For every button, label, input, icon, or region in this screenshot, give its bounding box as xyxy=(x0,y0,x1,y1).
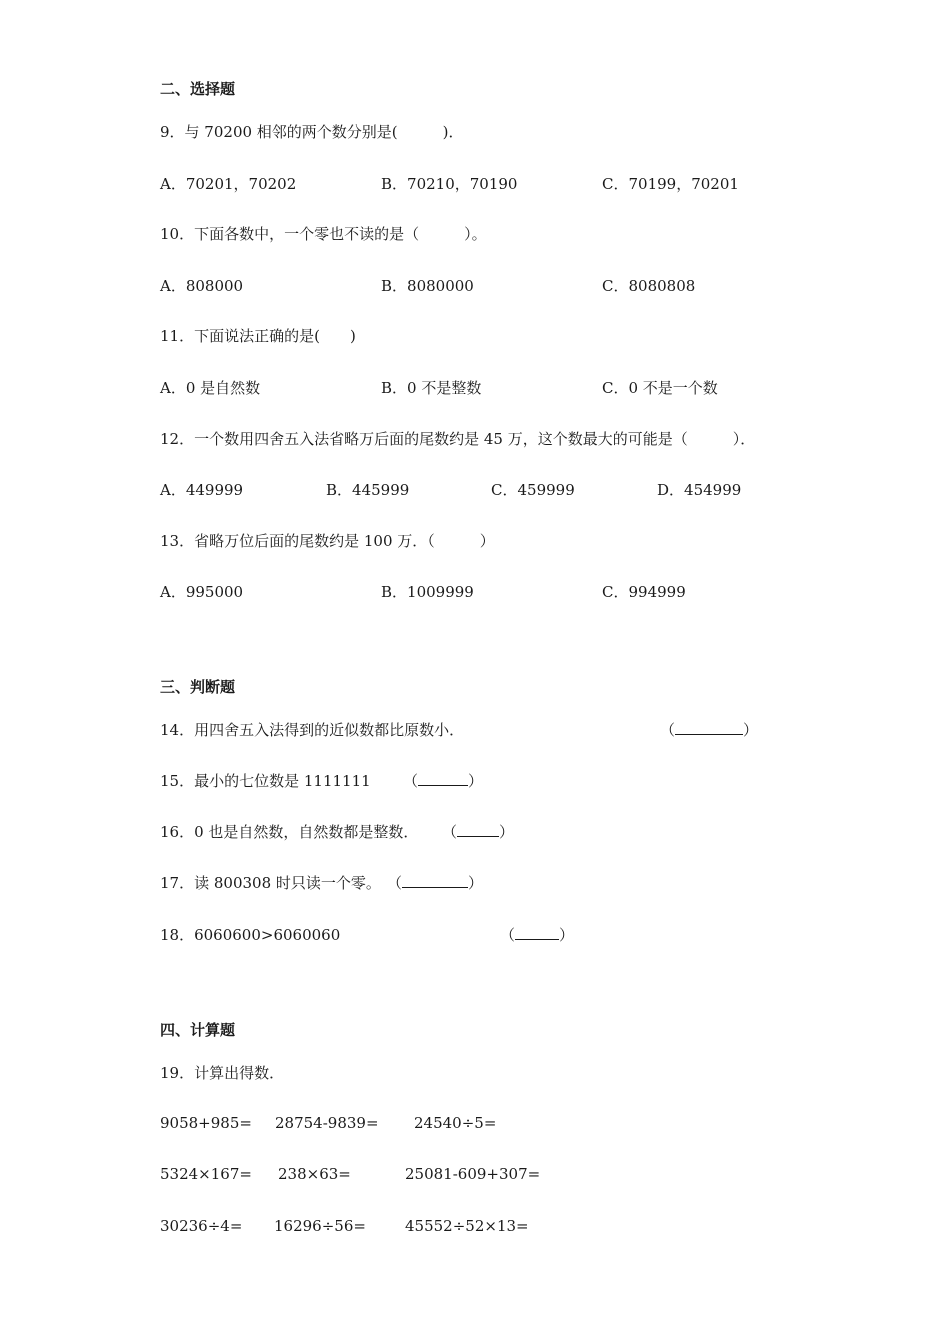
question-12-option-b: B．445999 xyxy=(326,481,410,499)
calc-item: 30236÷4= xyxy=(160,1217,243,1235)
calc-item: 25081-609+307= xyxy=(405,1165,541,1183)
question-13-option-c: C．994999 xyxy=(602,583,686,601)
answer-blank[interactable] xyxy=(515,925,559,940)
answer-blank[interactable] xyxy=(418,771,468,786)
question-18-stem: 18．6060600>6060060 xyxy=(160,926,341,944)
question-10-option-a: A．808000 xyxy=(160,277,244,295)
calc-item: 45552÷52×13= xyxy=(405,1217,529,1235)
question-9-option-a: A．70201，70202 xyxy=(160,175,297,193)
question-14-stem: 14．用四舍五入法得到的近似数都比原数小． xyxy=(160,721,465,739)
question-12-option-c: C．459999 xyxy=(491,481,575,499)
question-9-option-c: C．70199，70201 xyxy=(602,175,739,193)
question-11-option-b: B．0 不是整数 xyxy=(381,379,482,397)
question-11-option-a: A．0 是自然数 xyxy=(160,379,261,397)
question-10-option-c: C．8080808 xyxy=(602,277,696,295)
question-16-stem: 16．0 也是自然数，自然数都是整数． xyxy=(160,823,419,841)
section-heading-calc: 四、计算题 xyxy=(160,1021,236,1039)
calc-item: 238×63= xyxy=(278,1165,351,1183)
question-11-option-c: C．0 不是一个数 xyxy=(602,379,718,397)
question-13-stem: 13．省略万位后面的尾数约是 100 万．（ ） xyxy=(160,532,495,550)
question-12-stem: 12．一个数用四舍五入法省略万后面的尾数约是 45 万，这个数最大的可能是（ ）． xyxy=(160,430,756,448)
question-19-stem: 19．计算出得数． xyxy=(160,1064,285,1082)
question-17-answer: （ ） xyxy=(387,874,484,892)
question-10-stem: 10．下面各数中，一个零也不读的是（ ）。 xyxy=(160,225,487,243)
question-18-answer: （ ） xyxy=(500,926,575,944)
question-16-answer: （ ） xyxy=(442,823,515,841)
question-9-stem: 9．与 70200 相邻的两个数分别是( )． xyxy=(160,123,464,141)
question-15-answer: （ ） xyxy=(403,772,484,790)
question-17-stem: 17．读 800308 时只读一个零。 xyxy=(160,874,381,892)
question-12-option-d: D．454999 xyxy=(657,481,742,499)
question-14-answer: （ ） xyxy=(660,721,759,739)
question-9-option-b: B．70210，70190 xyxy=(381,175,518,193)
question-15-stem: 15．最小的七位数是 1111111 xyxy=(160,772,371,790)
answer-blank[interactable] xyxy=(457,822,499,837)
question-13-option-b: B．1009999 xyxy=(381,583,474,601)
answer-blank[interactable] xyxy=(402,873,468,888)
question-13-option-a: A．995000 xyxy=(160,583,244,601)
answer-blank[interactable] xyxy=(675,720,743,735)
question-12-option-a: A．449999 xyxy=(160,481,244,499)
question-11-stem: 11．下面说法正确的是( ) xyxy=(160,327,356,345)
section-heading-choice: 二、选择题 xyxy=(160,80,236,98)
calc-item: 16296÷56= xyxy=(274,1217,366,1235)
calc-item: 28754-9839= xyxy=(275,1114,379,1132)
calc-item: 5324×167= xyxy=(160,1165,252,1183)
calc-item: 24540÷5= xyxy=(414,1114,497,1132)
question-10-option-b: B．8080000 xyxy=(381,277,474,295)
calc-item: 9058+985= xyxy=(160,1114,252,1132)
section-heading-judge: 三、判断题 xyxy=(160,678,236,696)
